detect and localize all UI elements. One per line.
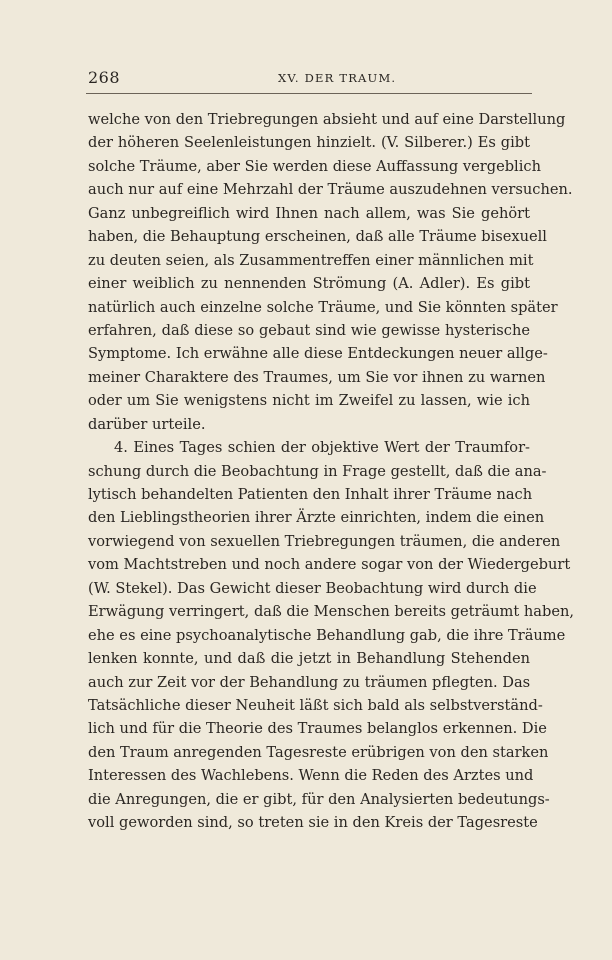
text-line: auch nur auf eine Mehrzahl der Träume auszudehnen versuchen.	[88, 181, 573, 199]
text-line: natürlich auch einzelne solche Träume, und Sie könnten später	[88, 298, 558, 316]
body-text	[88, 108, 574, 835]
text-line: vom Machtstreben und noch andere sogar von der Wiedergeburt	[88, 556, 571, 574]
text-line: welche von den Triebregungen absieht und auf eine Darstellung	[88, 111, 566, 128]
text-line: schung durch die Beobachtung in Frage gestellt, daß die ana-	[88, 462, 547, 480]
text-line: Tatsächliche dieser Neuheit läßt sich bald als selbstverständ-	[88, 696, 543, 714]
text-line: ehe es eine psychoanalytische Behandlung gab, die ihre Träume	[88, 626, 566, 644]
text-line: erfahren, daß diese so gebaut sind wie gewisse hysterische	[88, 321, 530, 339]
text-line: auch zur Zeit vor der Behandlung zu träumen pflegten. Das	[88, 673, 531, 691]
running-head: XV. DER TRAUM.	[278, 71, 397, 85]
text-line: voll geworden sind, so treten sie in den Kreis der Tagesreste	[88, 814, 538, 832]
text-line: 4. Eines Tages schien der objektive Wert der Traumfor-	[114, 439, 530, 457]
text-line: haben, die Behauptung erscheinen, daß alle Träume bisexuell	[88, 228, 547, 246]
text-line: den Lieblingstheorien ihrer Ärzte einrichten, indem die einen	[88, 509, 545, 527]
text-line: der höheren Seelenleistungen hinzielt. (V. Silberer.) Es gibt	[88, 134, 530, 152]
text-line: meiner Charaktere des Traumes, um Sie vor ihnen zu warnen	[88, 368, 546, 386]
text-line: Symptome. Ich erwähne alle diese Entdeckungen neuer allge-	[88, 345, 548, 363]
text-line: zu deuten seien, als Zusammentreffen einer männlichen mit	[88, 251, 534, 269]
text-line: (W. Stekel). Das Gewicht dieser Beobachtung wird durch die	[88, 579, 537, 597]
text-line: einer weiblich zu nennenden Strömung (A. Adler). Es gibt	[88, 275, 530, 293]
text-line: Erwägung verringert, daß die Menschen bereits geträumt haben,	[88, 603, 574, 621]
text-line: solche Träume, aber Sie werden diese Auffassung vergeblich	[88, 157, 541, 175]
text-line: lytisch behandelten Patienten den Inhalt ihrer Träume nach	[88, 486, 533, 503]
text-line: Interessen des Wachlebens. Wenn die Reden des Arztes und	[88, 767, 534, 785]
text-line: vorwiegend von sexuellen Triebregungen träumen, die anderen	[88, 532, 561, 550]
header-rule	[86, 93, 532, 94]
text-line: lich und für die Theorie des Traumes belanglos erkennen. Die	[88, 720, 547, 738]
page-number: 268	[88, 68, 121, 87]
text-line: den Traum anregenden Tagesreste erübrigen von den starken	[88, 743, 549, 761]
text-line: lenken konnte, und daß die jetzt in Behandlung Stehenden	[88, 650, 530, 668]
text-line: oder um Sie wenigstens nicht im Zweifel zu lassen, wie ich	[88, 392, 530, 410]
page-header	[88, 68, 530, 88]
text-line: Ganz unbegreiflich wird Ihnen nach allem, was Sie gehört	[88, 204, 530, 222]
text-line: die Anregungen, die er gibt, für den Analysierten bedeutungs-	[88, 790, 550, 808]
text-line: darüber urteile.	[88, 415, 206, 433]
